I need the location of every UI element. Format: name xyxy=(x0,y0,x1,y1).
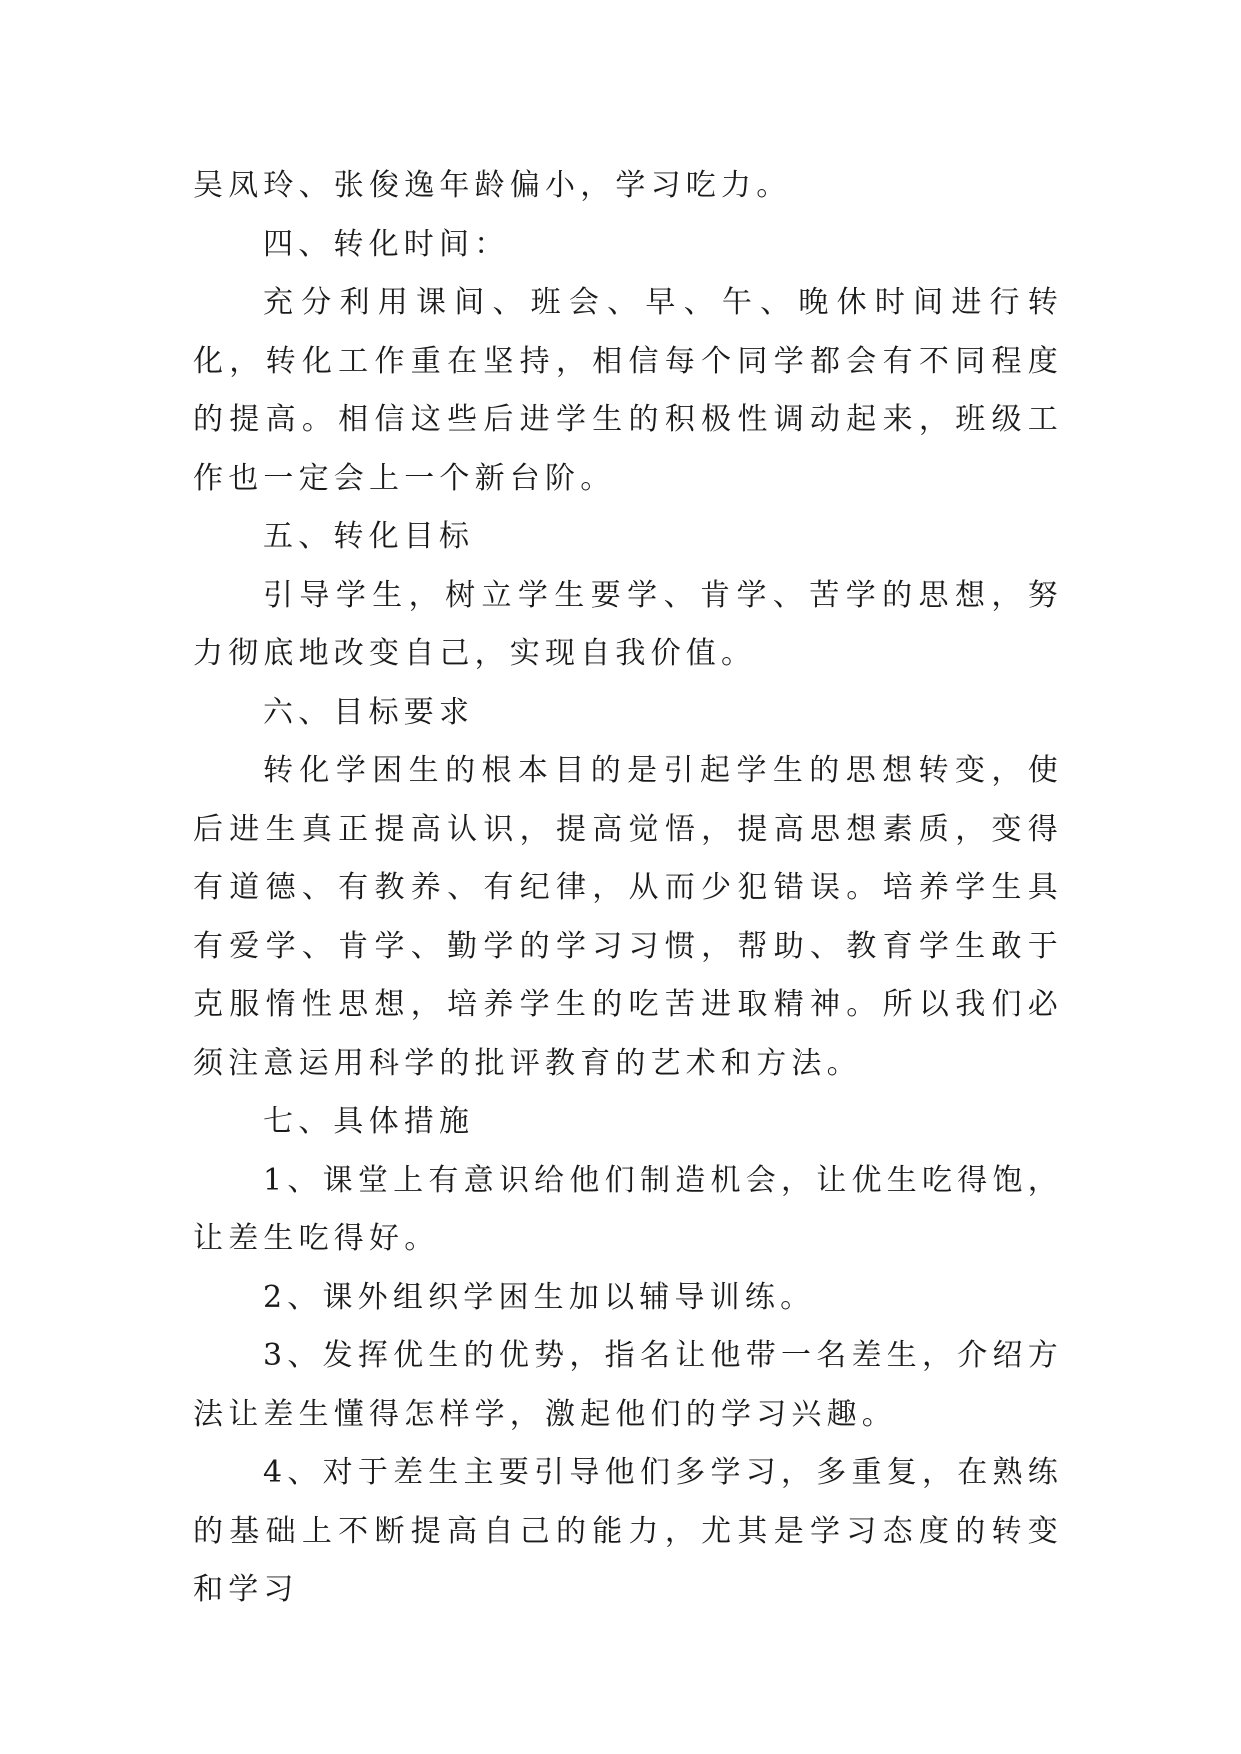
section-heading-4: 四、转化时间： xyxy=(263,226,510,262)
paragraph-transform-goal: 引导学生，树立学生要学、肯学、苦学的思想，努力彻底地改变自己，实现自我价值。 xyxy=(193,577,1063,671)
paragraph-transform-time: 充分利用课间、班会、早、午、晚休时间进行转化，转化工作重在坚持，相信每个同学都会有不同程度的提高。相信这些后进学生的积极性调动起来，班级工作也一定会上一个新台阶。 xyxy=(193,285,1063,496)
paragraph-continuation: 吴凤玲、张俊逸年龄偏小，学习吃力。 xyxy=(193,168,792,203)
measure-item-4: 4、对于差生主要引导他们多学习，多重复，在熟练的基础上不断提高自己的能力，尤其是学习态度的转变和学习 xyxy=(193,1455,1063,1607)
measure-item-2: 2、课外组织学困生加以辅导训练。 xyxy=(263,1279,816,1315)
measure-item-1: 1、课堂上有意识给他们制造机会，让优生吃得饱，让差生吃得好。 xyxy=(193,1162,1063,1256)
section-heading-5: 五、转化目标 xyxy=(263,519,475,554)
paragraph-goal-requirements: 转化学困生的根本目的是引起学生的思想转变，使后进生真正提高认识，提高觉悟，提高思想素质，变得有道德、有教养、有纪律，从而少犯错误。培养学生具有爱学、肯学、勤学的学习习惯，帮助、教育学生敢于克服惰性思想，培养学生的吃苦进取精神。所以我们必须注意运用科学的批评教育的艺术和方法。 xyxy=(193,753,1063,1081)
document-page xyxy=(193,157,1063,1620)
measure-item-3: 3、发挥优生的优势，指名让他带一名差生，介绍方法让差生懂得怎样学，激起他们的学习兴趣。 xyxy=(193,1338,1063,1432)
section-heading-6: 六、目标要求 xyxy=(263,694,475,730)
section-heading-7: 七、具体措施 xyxy=(263,1104,475,1139)
